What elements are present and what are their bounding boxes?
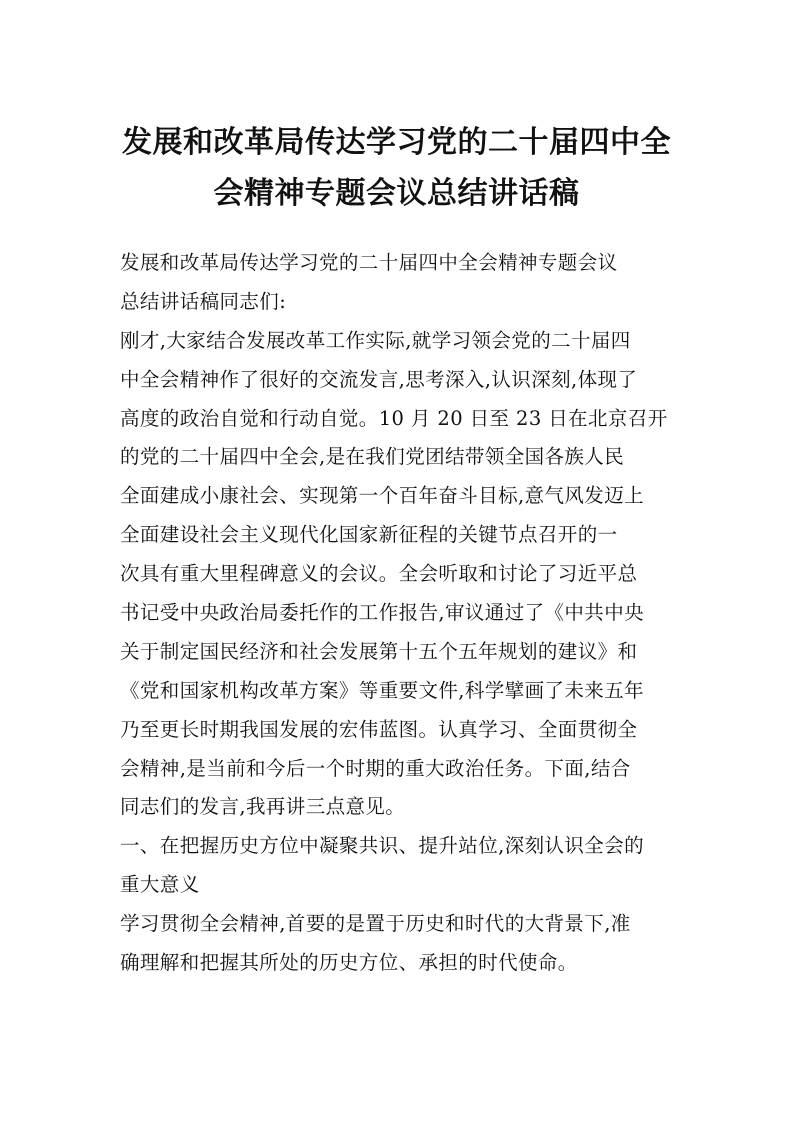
body-line: 中全会精神作了很好的交流发言,思考深入,认识深刻,体现了 <box>120 367 638 391</box>
body-line: 全面建设社会主义现代化国家新征程的关键节点召开的一 <box>120 523 618 547</box>
body-line: 的党的二十届四中全会,是在我们党团结带领全国各族人民 <box>120 445 625 469</box>
body-line: 学习贯彻全会精神,首要的是置于历史和时代的大背景下,准 <box>120 912 631 936</box>
body-line: 刚才,大家结合发展改革工作实际,就学习领会党的二十届四 <box>120 328 631 352</box>
body-line: 同志们的发言,我再讲三点意见。 <box>120 795 406 819</box>
body-line: 发展和改革局传达学习党的二十届四中全会精神专题会议 <box>120 251 618 274</box>
document-title-line-1: 发展和改革局传达学习党的二十届四中全 <box>122 125 671 160</box>
section-heading-line: 一、在把握历史方位中凝聚共识、提升站位,深刻认识全会的 <box>120 834 644 858</box>
body-line: 《党和国家机构改革方案》等重要文件,科学擘画了未来五年 <box>120 678 644 702</box>
body-line: 确理解和把握其所处的历史方位、承担的时代使命。 <box>120 951 578 975</box>
section-heading-line: 重大意义 <box>120 873 200 897</box>
document-body <box>120 244 690 983</box>
body-line: 高度的政治自觉和行动自觉。10 月 20 日至 23 日在北京召开 <box>120 406 668 430</box>
body-line: 会精神,是当前和今后一个时期的重大政治任务。下面,结合 <box>120 756 631 780</box>
body-line: 关于制定国民经济和社会发展第十五个五年规划的建议》和 <box>120 639 638 663</box>
document-title-line-2: 会精神专题会议总结讲话稿 <box>213 176 580 211</box>
body-line: 全面建成小康社会、实现第一个百年奋斗目标,意气风发迈上 <box>120 484 644 508</box>
body-line: 书记受中央政治局委托作的工作报告,审议通过了《中共中央 <box>120 601 644 625</box>
body-line: 乃至更长时期我国发展的宏伟蓝图。认真学习、全面贯彻全 <box>120 717 638 741</box>
body-line: 总结讲话稿同志们: <box>120 289 287 313</box>
body-line: 次具有重大里程碑意义的会议。全会听取和讨论了习近平总 <box>120 562 638 586</box>
